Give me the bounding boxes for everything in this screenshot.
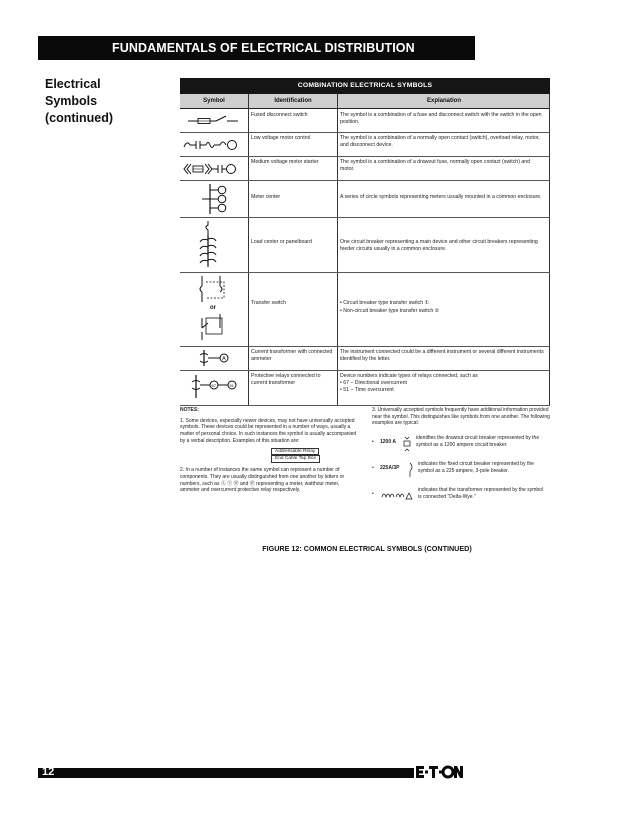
section-title-line: Symbols [45, 94, 98, 108]
column-header-identification: Identification [249, 94, 337, 109]
note-3: 3. Universally accepted symbols frequently have additional information provided near the symbol. This distinguishes like symbols from one another. The following examples are typical: [372, 407, 550, 427]
section-title [45, 76, 145, 127]
row-explanation: One circuit breaker representing a main device and other circuit breakers representing feeder circuits usually in a common enclosure. [340, 239, 538, 252]
row-explanation: The symbol is a combination of a fuse and disconnect switch with the switch in the open position. [340, 112, 542, 125]
row-explanation: • 67 – Directional overcurrent [340, 380, 407, 386]
end-cable-tap-box: End Cable Tap Box [271, 455, 320, 463]
row-explanation: The symbol is a combination of a normally open contact (switch), overload relay, motor, and disconnect device. [340, 135, 540, 148]
row-explanation: The symbol is a combination of a drawout fuse, normally open contact (switch) and motor. [340, 159, 531, 172]
row-explanation: • Circuit breaker type transfer switch ① [340, 300, 430, 306]
row-explanation: • 51 – Time overcurrent [340, 387, 394, 393]
meter-center-symbol-icon [180, 182, 248, 216]
notes-right-column [372, 407, 550, 509]
panelboard-symbol-icon [180, 219, 248, 271]
table-row [180, 180, 550, 218]
row-identification: Medium voltage motor starter [251, 159, 319, 165]
or-label: or [210, 305, 216, 311]
protective-relay-symbol-icon [180, 372, 248, 402]
row-identification: Current transformer with connected ammeter [251, 349, 333, 362]
figure-caption: FIGURE 12: COMMON ELECTRICAL SYMBOLS (CONTINUED) [262, 544, 472, 553]
bullet-icon: • [372, 439, 374, 446]
bullet-icon: • [372, 465, 374, 472]
row-identification: Load center or panelboard [251, 239, 312, 245]
table-row [180, 132, 550, 157]
row-identification: Protective relays connected to current transformer [251, 373, 321, 386]
table-row [180, 156, 550, 181]
example-text: identifies the drawout circuit breaker represented by the symbol as a 1200 ampere circuit breaker. [416, 435, 540, 448]
table-row [180, 370, 550, 406]
section-title-line: (continued) [45, 111, 114, 125]
column-header-explanation: Explanation [338, 94, 550, 109]
row-explanation: • Non-circuit breaker type transfer switch ② [340, 308, 440, 314]
example-text: indicates the fixed circuit breaker represented by the symbol as a 225 ampere, 3-pole breaker. [418, 461, 534, 474]
table-row [180, 346, 550, 371]
drawout-breaker-icon [402, 435, 412, 453]
notes-section [180, 405, 550, 540]
svg-text:51: 51 [229, 382, 234, 388]
table-row [180, 217, 550, 273]
note-3-example [372, 485, 550, 509]
note-1: 1. Some devices, especially newer devices, may not have universally accepted symbols. These devices could be represented in a number of ways, usually a matter of personal choice. In such instances the symbol is usually accompanied by a verbal description. Examples of this situation are: [180, 417, 357, 444]
section-title-line: Electrical [45, 77, 101, 91]
note-3-example [372, 433, 550, 457]
note-3-example [372, 459, 550, 483]
footer-bar [38, 768, 458, 778]
row-identification: Low voltage motor control [251, 135, 311, 141]
eaton-logo [414, 764, 464, 780]
row-identification: Meter center [251, 194, 281, 200]
notes-heading: NOTES: [180, 407, 199, 413]
fused-disconnect-symbol-icon [180, 111, 248, 131]
delta-wye-transformer-icon [380, 487, 414, 503]
table-title: COMBINATION ELECTRICAL SYMBOLS [180, 78, 550, 94]
page-number: 12 [42, 766, 55, 778]
row-identification: Fused disconnect switch [251, 112, 308, 118]
note-1-examples [268, 448, 360, 464]
row-explanation: The instrument connected could be a different instrument or several different instruments identified by the letter. [340, 349, 544, 362]
row-explanation: Device numbers indicate types of relays connected, such as [340, 373, 478, 379]
fixed-breaker-icon [408, 461, 416, 479]
table-row [180, 272, 550, 347]
motor-control-symbol-icon [180, 134, 248, 154]
svg-text:A: A [222, 356, 226, 362]
notes-left-column [180, 407, 360, 494]
addressable-relay-box: Addressable Relay [271, 448, 319, 456]
row-explanation: A series of circle symbols representing meters usually mounted in a common enclosure. [340, 194, 542, 200]
eaton-logo-icon [414, 764, 464, 780]
page-header-title: FUNDAMENTALS OF ELECTRICAL DISTRIBUTION [112, 41, 415, 55]
example-label: 225A/3P [380, 465, 400, 472]
column-header-symbol: Symbol [180, 94, 248, 109]
current-transformer-symbol-icon [180, 348, 248, 368]
row-identification: Transfer switch [251, 300, 286, 306]
motor-starter-symbol-icon [180, 158, 248, 178]
example-label: 1200 A [380, 439, 396, 446]
svg-text:67: 67 [211, 382, 216, 388]
example-text: indicates that the transformer represented by the symbol is connected "Delta-Wye." [418, 487, 544, 500]
note-2: 2. In a number of instances the same symbol can represent a number of components. They are usually distinguished from one another by letters or numbers, such as Ⓐ Ⓥ Ⓦ and Ⓦ representing a meter, watthour meter, ammeter and overcurrent protective relay respectively. [180, 467, 345, 494]
bullet-icon: • [372, 491, 374, 498]
table-row [180, 109, 550, 133]
